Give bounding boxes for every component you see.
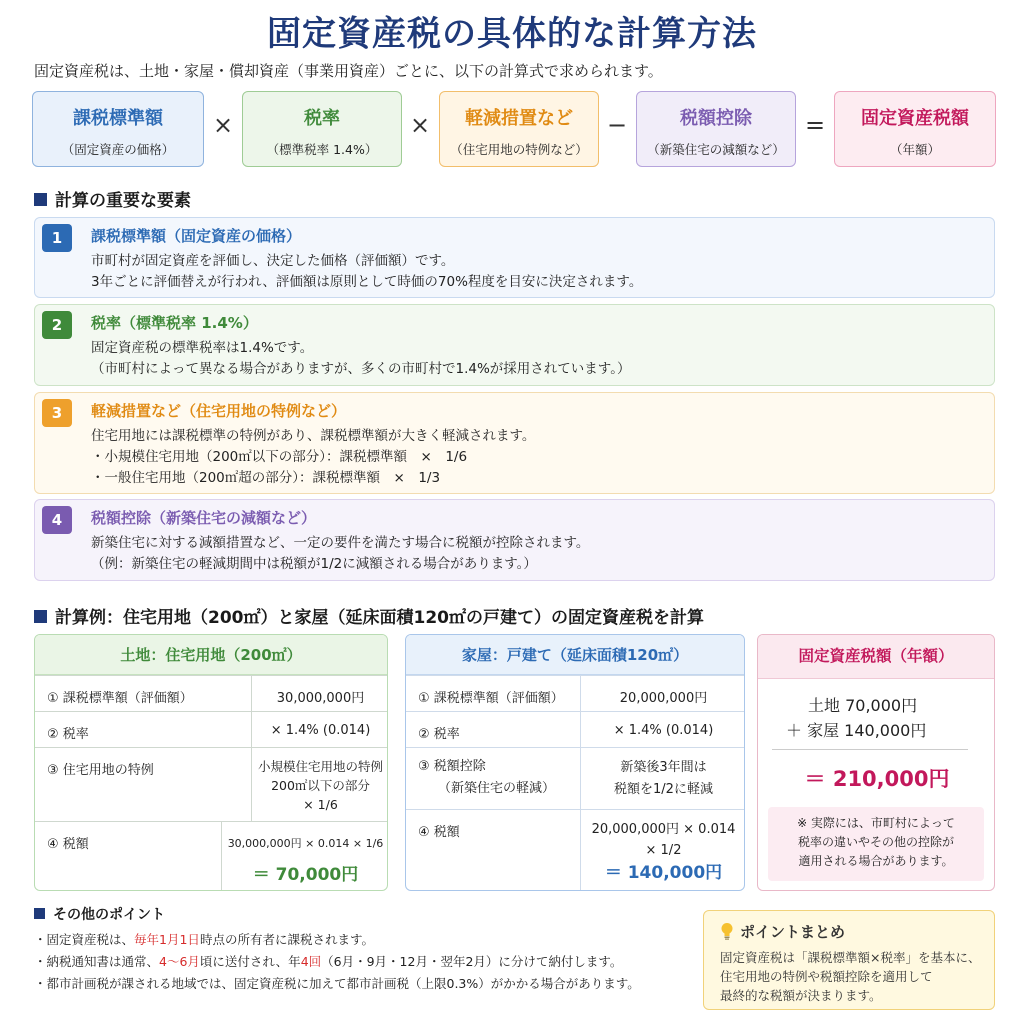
section-heading-example: 計算例：住宅用地（200㎡）と家屋（延床面積120㎡の戸建て）の固定資産税を計算 bbox=[34, 603, 704, 628]
formula-box-tax-rate: 税率 （標準税率 1.4%） bbox=[242, 91, 402, 167]
land-tax-result: ＝ 70,000円 bbox=[252, 865, 359, 885]
formula-box-taxable-value: 課税標準額 （固定資産の価格） bbox=[32, 91, 204, 167]
total-tax-header: 固定資産税額（年額） bbox=[758, 635, 994, 679]
total-tax-result: ＝ 210,000円 bbox=[804, 767, 950, 791]
table-row: ③ 住宅用地の特例 小規模住宅用地の特例 200㎡以下の部分 × 1/6 bbox=[35, 747, 388, 821]
other-point-3: ・都市計画税が課される地域では、固定資産税に加えて都市計画税（上限0.3%）がかかる場合があります。 bbox=[34, 976, 640, 991]
table-row: ④ 税額 30,000,000円 × 0.014 × 1/6 ＝ 70,000円 bbox=[35, 821, 388, 891]
table-row: ① 課税標準額（評価額） 20,000,000円 bbox=[406, 675, 745, 711]
land-table-header: 土地：住宅用地（200㎡） bbox=[35, 635, 387, 675]
operator-multiply: × bbox=[212, 111, 234, 139]
square-bullet-icon bbox=[34, 908, 45, 919]
operator-minus: − bbox=[606, 111, 628, 139]
page-title: 固定資産税の具体的な計算方法 bbox=[267, 14, 757, 54]
formula-box-result: 固定資産税額 （年額） bbox=[834, 91, 996, 167]
intro-text: 固定資産税は、土地・家屋・償却資産（事業用資産）ごとに、以下の計算式で求められます。 bbox=[34, 62, 663, 80]
element-card-2: 2 税率（標準税率 1.4%） 固定資産税の標準税率は1.4%です。 （市町村によって異なる場合がありますが、多くの市町村で1.4%が採用されています。） bbox=[34, 304, 995, 386]
formula-box-reduction: 軽減措置など （住宅用地の特例など） bbox=[439, 91, 599, 167]
section-heading-elements: 計算の重要な要素 bbox=[34, 186, 191, 211]
other-point-2: ・納税通知書は通常、4〜6月頃に送付され、年4回（6月・9月・12月・翌年2月）に分けて納付します。 bbox=[34, 954, 623, 969]
table-row: ④ 税額 20,000,000円 × 0.014 × 1/2 ＝ 140,000円 bbox=[406, 809, 745, 891]
element-card-4: 4 税額控除（新築住宅の減額など） 新築住宅に対する減額措置など、一定の要件を満たす場合に税額が控除されます。 （例：新築住宅の軽減期間中は税額が1/2に減額される場合があります。） bbox=[34, 499, 995, 581]
table-row: ② 税率 × 1.4% (0.014) bbox=[35, 711, 388, 747]
formula-row bbox=[32, 91, 996, 167]
other-points-heading: その他のポイント bbox=[34, 904, 165, 924]
element-card-3: 3 軽減措置など（住宅用地の特例など） 住宅用地には課税標準の特例があり、課税標準額が大きく軽減されます。 ・小規模住宅用地（200㎡以下の部分）：課税標準額 × 1/6 ・一般住宅用地（200㎡超の部分）：課税標準額 × 1/3 bbox=[34, 392, 995, 494]
divider bbox=[772, 749, 968, 750]
land-table bbox=[34, 634, 388, 891]
square-bullet-icon bbox=[34, 193, 47, 206]
table-row: ① 課税標準額（評価額） 30,000,000円 bbox=[35, 675, 388, 711]
table-row: ② 税率 × 1.4% (0.014) bbox=[406, 711, 745, 747]
formula-box-tax-credit: 税額控除 （新築住宅の減額など） bbox=[636, 91, 796, 167]
other-point-1: ・固定資産税は、毎年1月1日時点の所有者に課税されます。 bbox=[34, 932, 374, 947]
operator-equals: = bbox=[804, 111, 826, 139]
summary-box: ポイントまとめ 固定資産税は「課税標準額×税率」を基本に、 住宅用地の特例や税額控除を適用して 最終的な税額が決まります。 bbox=[703, 910, 995, 1010]
total-note: ※ 実際には、市町村によって 税率の違いやその他の控除が 適用される場合があります。 bbox=[768, 807, 984, 881]
lightbulb-icon bbox=[720, 922, 734, 944]
house-table bbox=[405, 634, 745, 891]
element-card-1: 1 課税標準額（固定資産の価格） 市町村が固定資産を評価し、決定した価格（評価額）です。 3年ごとに評価替えが行われ、評価額は原則として時価の70%程度を目安に決定されます。 bbox=[34, 217, 995, 298]
table-row: ③ 税額控除 （新築住宅の軽減） 新築後3年間は 税額を1/2に軽減 bbox=[406, 747, 745, 809]
total-tax-box: 固定資産税額（年額） 土地 70,000円 ＋ 家屋 140,000円 ＝ 210,000円 ※ 実際には、市町村によって 税率の違いやその他の控除が 適用される場合があります。 bbox=[757, 634, 995, 891]
house-table-header: 家屋：戸建て（延床面積120㎡） bbox=[406, 635, 744, 675]
house-tax-result: ＝ 140,000円 bbox=[604, 863, 723, 883]
square-bullet-icon bbox=[34, 610, 47, 623]
operator-multiply: × bbox=[409, 111, 431, 139]
